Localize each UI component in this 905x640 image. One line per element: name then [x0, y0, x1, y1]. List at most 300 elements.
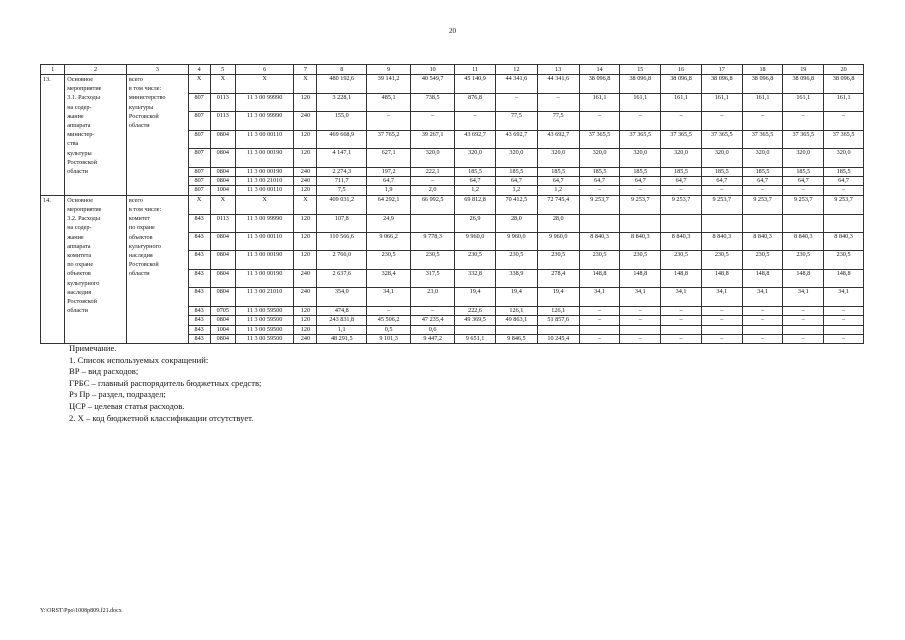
table-cell: –: [620, 112, 661, 130]
table-cell: 843: [188, 214, 210, 232]
table-cell: [411, 214, 455, 232]
table-cell: –: [367, 306, 411, 315]
table-cell: 148,8: [579, 269, 620, 287]
table-cell: 230,5: [742, 251, 783, 269]
table-cell: [537, 325, 579, 334]
table-row: [41, 269, 864, 287]
table-cell: 64,7: [661, 176, 702, 185]
table-cell: –: [824, 306, 864, 315]
table-cell: –: [783, 112, 824, 130]
grbs-cell: [126, 149, 188, 167]
table-cell: 9 253,7: [701, 195, 742, 214]
measure-name-cell: [65, 306, 127, 315]
table-cell: 64,7: [824, 176, 864, 185]
table-cell: 45 140,9: [455, 75, 496, 94]
table-cell: 2 637,6: [317, 269, 367, 287]
table-cell: 185,5: [824, 167, 864, 176]
table-cell: 70 412,5: [495, 195, 537, 214]
table-cell: 120: [294, 186, 317, 195]
table-cell: 185,5: [620, 167, 661, 176]
table-cell: –: [824, 186, 864, 195]
table-cell: 240: [294, 334, 317, 343]
row-number-empty: [41, 176, 65, 185]
table-cell: 40 549,7: [411, 75, 455, 94]
table-cell: 34,1: [367, 288, 411, 306]
table-cell: 0804: [210, 269, 235, 287]
notes-title: Примечание.: [69, 343, 117, 353]
row-number-empty: [41, 325, 65, 334]
table-cell: 1,2: [455, 186, 496, 195]
table-cell: 51 857,6: [537, 316, 579, 325]
table-cell: 0804: [210, 316, 235, 325]
table-header: [41, 65, 864, 75]
table-cell: 807: [188, 186, 210, 195]
table-cell: 185,5: [783, 167, 824, 176]
table-cell: 11 3 00 59500: [235, 334, 293, 343]
table-cell: 8 840,3: [783, 233, 824, 251]
table-cell: 0,6: [411, 325, 455, 334]
table-cell: 126,1: [537, 306, 579, 315]
table-cell: –: [824, 316, 864, 325]
table-cell: 43 692,7: [495, 130, 537, 148]
table-cell: 0804: [210, 130, 235, 148]
table-cell: 320,0: [537, 149, 579, 167]
measure-name-line: Основное: [67, 76, 94, 83]
table-cell: [579, 325, 620, 334]
table-cell: 11 3 00 99990: [235, 93, 293, 111]
table-cell: 332,8: [455, 269, 496, 287]
table-cell: [824, 214, 864, 232]
column-header: 15: [620, 65, 661, 75]
table-cell: 230,5: [411, 251, 455, 269]
row-number-empty: [41, 269, 65, 287]
table-cell: 9 778,3: [411, 233, 455, 251]
table-cell: 320,0: [411, 149, 455, 167]
table-cell: 0113: [210, 93, 235, 111]
table-cell: 627,1: [367, 149, 411, 167]
grbs-cell: [126, 306, 188, 315]
table-cell: 9 253,7: [579, 195, 620, 214]
table-cell: 222,6: [455, 306, 496, 315]
table-cell: 240: [294, 167, 317, 176]
table-cell: 69 812,8: [455, 195, 496, 214]
table-cell: 37 365,5: [824, 130, 864, 148]
table-cell: 9 447,2: [411, 334, 455, 343]
table-cell: 23,0: [411, 288, 455, 306]
row-number-empty: [41, 334, 65, 343]
table-cell: 230,5: [579, 251, 620, 269]
table-row: [41, 306, 864, 315]
column-header: 14: [579, 65, 620, 75]
table-cell: –: [742, 316, 783, 325]
table-cell: 230,5: [824, 251, 864, 269]
table-cell: [661, 214, 702, 232]
table-cell: –: [742, 306, 783, 315]
table-cell: 148,8: [701, 269, 742, 287]
table-cell: –: [620, 334, 661, 343]
table-cell: 37 365,5: [620, 130, 661, 148]
table-cell: –: [742, 334, 783, 343]
table-cell: 34,1: [783, 288, 824, 306]
table-cell: 230,5: [620, 251, 661, 269]
table-cell: 876,8: [455, 93, 496, 111]
table-cell: 807: [188, 167, 210, 176]
table-cell: [742, 214, 783, 232]
table-row: [41, 325, 864, 334]
table-cell: 64,7: [455, 176, 496, 185]
measure-name-line: министер-: [67, 131, 95, 139]
table-cell: 0,5: [367, 325, 411, 334]
row-number-empty: [41, 149, 65, 167]
row-number-empty: [41, 233, 65, 251]
table-cell: 9 651,1: [455, 334, 496, 343]
table-cell: 8 840,3: [742, 233, 783, 251]
grbs-line: объектов: [128, 233, 153, 241]
measure-name-line: культуры: [67, 149, 92, 157]
table-cell: 26,9: [455, 214, 496, 232]
table-cell: 807: [188, 112, 210, 130]
table-cell: 34,1: [661, 288, 702, 306]
table-cell: 11 3 00 21010: [235, 176, 293, 185]
table-cell: 0705: [210, 306, 235, 315]
row-number-empty: [41, 167, 65, 176]
table-cell: 2 766,0: [317, 251, 367, 269]
measure-name-line: по охране: [67, 261, 94, 269]
table-cell: 1,2: [537, 186, 579, 195]
grbs-line: всего: [128, 196, 143, 204]
table-cell: –: [783, 334, 824, 343]
table-cell: 9 253,7: [824, 195, 864, 214]
table-cell: 161,1: [620, 93, 661, 111]
table-cell: 34,1: [579, 288, 620, 306]
table-cell: –: [701, 186, 742, 195]
column-header: 5: [210, 65, 235, 75]
table-cell: 11 3 00 00190: [235, 149, 293, 167]
notes-line: 2. X – код бюджетной классификации отсутствует.: [69, 412, 254, 423]
table-cell: 148,8: [661, 269, 702, 287]
table-cell: 161,1: [579, 93, 620, 111]
measure-name-line: комитета: [67, 251, 92, 259]
row-number-empty: [41, 93, 65, 111]
grbs-line: министерство: [128, 94, 166, 102]
grbs-line: в том числе:: [128, 205, 162, 213]
table-cell: 148,8: [783, 269, 824, 287]
column-header: 2: [65, 65, 127, 75]
table-cell: –: [537, 93, 579, 111]
table-cell: 11 3 00 00110: [235, 186, 293, 195]
table-cell: –: [661, 186, 702, 195]
grbs-cell: [126, 325, 188, 334]
table-cell: 161,1: [824, 93, 864, 111]
measure-name-cell: [65, 149, 127, 167]
table-cell: 230,5: [455, 251, 496, 269]
table-cell: 9 253,7: [620, 195, 661, 214]
measure-name-line: Ростовской: [67, 158, 97, 166]
table-cell: 320,0: [620, 149, 661, 167]
table-cell: 120: [294, 214, 317, 232]
table-cell: –: [367, 112, 411, 130]
page-number: 20: [449, 27, 456, 35]
table-cell: 243 831,8: [317, 316, 367, 325]
table-cell: X: [210, 75, 235, 94]
table-cell: 39 141,2: [367, 75, 411, 94]
table-cell: 474,8: [317, 306, 367, 315]
measure-name-line: области: [67, 168, 88, 176]
table-cell: 38 096,8: [701, 75, 742, 94]
table-row: [41, 288, 864, 306]
header-row: [41, 65, 864, 75]
table-cell: 19,4: [455, 288, 496, 306]
grbs-cell: [126, 75, 188, 94]
table-cell: 64,7: [783, 176, 824, 185]
table-cell: X: [210, 195, 235, 214]
table-cell: 43 692,7: [537, 130, 579, 148]
table-cell: –: [742, 186, 783, 195]
table-cell: 807: [188, 130, 210, 148]
table-cell: [579, 214, 620, 232]
table-cell: –: [579, 316, 620, 325]
table-cell: 240: [294, 176, 317, 185]
table-row: [41, 93, 864, 111]
measure-name-cell: [65, 93, 127, 111]
table-cell: 10 245,4: [537, 334, 579, 343]
table-cell: [742, 325, 783, 334]
table-cell: 126,1: [495, 306, 537, 315]
measure-name-line: жание: [67, 112, 84, 120]
grbs-cell: [126, 195, 188, 214]
table-cell: 8 840,3: [701, 233, 742, 251]
table-cell: –: [661, 334, 702, 343]
grbs-line: в том числе:: [128, 85, 162, 93]
column-header: 3: [126, 65, 188, 75]
table-cell: –: [411, 112, 455, 130]
table-cell: 9 253,7: [661, 195, 702, 214]
table-cell: 338,9: [495, 269, 537, 287]
measure-name-line: на содер-: [67, 224, 92, 232]
table-cell: 185,5: [661, 167, 702, 176]
table-cell: 34,1: [824, 288, 864, 306]
table-cell: 843: [188, 233, 210, 251]
measure-name-cell: [65, 195, 127, 214]
table-cell: –: [824, 334, 864, 343]
table-row: [41, 167, 864, 176]
grbs-cell: [126, 130, 188, 148]
table-cell: 222,1: [411, 167, 455, 176]
table-cell: 11 3 00 00110: [235, 130, 293, 148]
table-cell: –: [411, 306, 455, 315]
table-cell: 11 3 00 99990: [235, 112, 293, 130]
table-cell: 843: [188, 288, 210, 306]
table-cell: [783, 325, 824, 334]
table-cell: 66 992,5: [411, 195, 455, 214]
row-number-empty: [41, 214, 65, 232]
table-cell: 485,1: [367, 93, 411, 111]
column-header: 8: [317, 65, 367, 75]
grbs-line: Ростовской: [128, 261, 159, 269]
table-cell: 9 066,2: [367, 233, 411, 251]
measure-name-cell: [65, 176, 127, 185]
grbs-cell: [126, 269, 188, 287]
table-cell: 47 235,4: [411, 316, 455, 325]
measure-name-cell: [65, 214, 127, 232]
measure-name-line: 3.1. Расходы: [67, 94, 100, 102]
row-number-empty: [41, 288, 65, 306]
table-cell: 34,1: [620, 288, 661, 306]
table-cell: –: [579, 306, 620, 315]
table-cell: 320,0: [455, 149, 496, 167]
measure-name-line: Основное: [67, 196, 94, 204]
column-header: 16: [661, 65, 702, 75]
table-cell: 711,7: [317, 176, 367, 185]
table-cell: 64,7: [701, 176, 742, 185]
measure-name-line: объектов: [67, 270, 91, 278]
measure-name-cell: [65, 269, 127, 287]
table-cell: 38 096,8: [783, 75, 824, 94]
table-cell: 320,0: [824, 149, 864, 167]
table-cell: 161,1: [783, 93, 824, 111]
grbs-cell: [126, 167, 188, 176]
budget-table: [40, 64, 864, 344]
table-cell: X: [188, 75, 210, 94]
table-row: [41, 130, 864, 148]
table-cell: X: [294, 195, 317, 214]
table-cell: 230,5: [367, 251, 411, 269]
table-cell: 161,1: [742, 93, 783, 111]
table-cell: 1,1: [317, 325, 367, 334]
measure-name-line: на содер-: [67, 103, 92, 111]
table-cell: [701, 214, 742, 232]
table-cell: 11 3 00 00190: [235, 269, 293, 287]
grbs-line: по охране: [128, 224, 155, 232]
table-cell: 155,0: [317, 112, 367, 130]
table-cell: 1,2: [495, 186, 537, 195]
table-cell: –: [701, 306, 742, 315]
table-cell: 37 365,5: [701, 130, 742, 148]
table-cell: 185,5: [495, 167, 537, 176]
table-cell: 37 365,5: [783, 130, 824, 148]
table-cell: [824, 325, 864, 334]
measure-name-line: ства: [67, 140, 79, 148]
table-cell: 38 096,8: [742, 75, 783, 94]
table-cell: –: [783, 186, 824, 195]
column-header: 1: [41, 65, 65, 75]
table-row: [41, 251, 864, 269]
table-cell: 107,8: [317, 214, 367, 232]
grbs-cell: [126, 112, 188, 130]
table-cell: 317,5: [411, 269, 455, 287]
notes-line: Рз Пр – раздел, подраздел;: [69, 389, 166, 400]
table-cell: 807: [188, 176, 210, 185]
table-cell: 320,0: [661, 149, 702, 167]
grbs-cell: [126, 186, 188, 195]
column-header: 9: [367, 65, 411, 75]
table-cell: 1004: [210, 325, 235, 334]
measure-name-cell: [65, 167, 127, 176]
table-cell: [495, 325, 537, 334]
table-cell: 11 3 00 00190: [235, 251, 293, 269]
table-cell: 77,5: [537, 112, 579, 130]
notes-section: [69, 343, 569, 424]
table-cell: 8 840,3: [620, 233, 661, 251]
table-cell: 24,9: [367, 214, 411, 232]
column-header: 10: [411, 65, 455, 75]
table-cell: 8 840,3: [579, 233, 620, 251]
table-cell: 230,5: [495, 251, 537, 269]
grbs-line: комитет: [128, 215, 150, 223]
column-header: 19: [783, 65, 824, 75]
table-cell: 738,5: [411, 93, 455, 111]
table-cell: [701, 325, 742, 334]
column-header: 6: [235, 65, 293, 75]
table-cell: 34,1: [742, 288, 783, 306]
measure-name-cell: [65, 316, 127, 325]
table-cell: 110 566,6: [317, 233, 367, 251]
budget-table-container: [40, 64, 864, 344]
table-cell: –: [495, 93, 537, 111]
table-cell: 9 253,7: [742, 195, 783, 214]
table-cell: –: [579, 186, 620, 195]
row-number-empty: [41, 186, 65, 195]
table-cell: 28,0: [537, 214, 579, 232]
table-cell: 185,5: [742, 167, 783, 176]
table-cell: 120: [294, 251, 317, 269]
table-cell: 807: [188, 93, 210, 111]
table-row: [41, 195, 864, 214]
grbs-line: области: [128, 122, 150, 130]
table-cell: 843: [188, 316, 210, 325]
table-cell: 843: [188, 269, 210, 287]
table-cell: –: [783, 316, 824, 325]
measure-name-line: жание: [67, 233, 84, 241]
table-cell: 148,8: [824, 269, 864, 287]
table-row: [41, 75, 864, 94]
table-cell: 230,5: [783, 251, 824, 269]
table-cell: 4 147,1: [317, 149, 367, 167]
table-cell: –: [620, 186, 661, 195]
table-cell: 328,4: [367, 269, 411, 287]
table-cell: 185,5: [701, 167, 742, 176]
measure-name-cell: [65, 288, 127, 306]
table-cell: 9 960,0: [455, 233, 496, 251]
table-cell: 148,8: [620, 269, 661, 287]
row-number-empty: [41, 112, 65, 130]
notes-line: ЦСР – целевая статья расходов.: [69, 400, 185, 411]
table-cell: 3 228,1: [317, 93, 367, 111]
table-cell: 120: [294, 130, 317, 148]
table-cell: 0804: [210, 176, 235, 185]
table-cell: 49 369,5: [455, 316, 496, 325]
table-cell: [661, 325, 702, 334]
table-row: [41, 149, 864, 167]
footer-file-path: Y:\ORST\Ppo\1008p809.f21.docx: [40, 608, 122, 614]
grbs-line: культуры: [128, 103, 154, 111]
table-cell: 38 096,8: [824, 75, 864, 94]
table-cell: 77,5: [495, 112, 537, 130]
grbs-cell: [126, 176, 188, 185]
table-cell: 9 101,3: [367, 334, 411, 343]
table-cell: –: [661, 306, 702, 315]
table-cell: 48 291,5: [317, 334, 367, 343]
measure-name-line: мероприятие: [67, 205, 102, 213]
table-cell: –: [661, 112, 702, 130]
table-cell: –: [742, 112, 783, 130]
table-cell: 64 292,1: [367, 195, 411, 214]
table-cell: 64,7: [495, 176, 537, 185]
measure-name-cell: [65, 233, 127, 251]
table-cell: 34,1: [701, 288, 742, 306]
table-cell: –: [411, 176, 455, 185]
measure-name-cell: [65, 130, 127, 148]
